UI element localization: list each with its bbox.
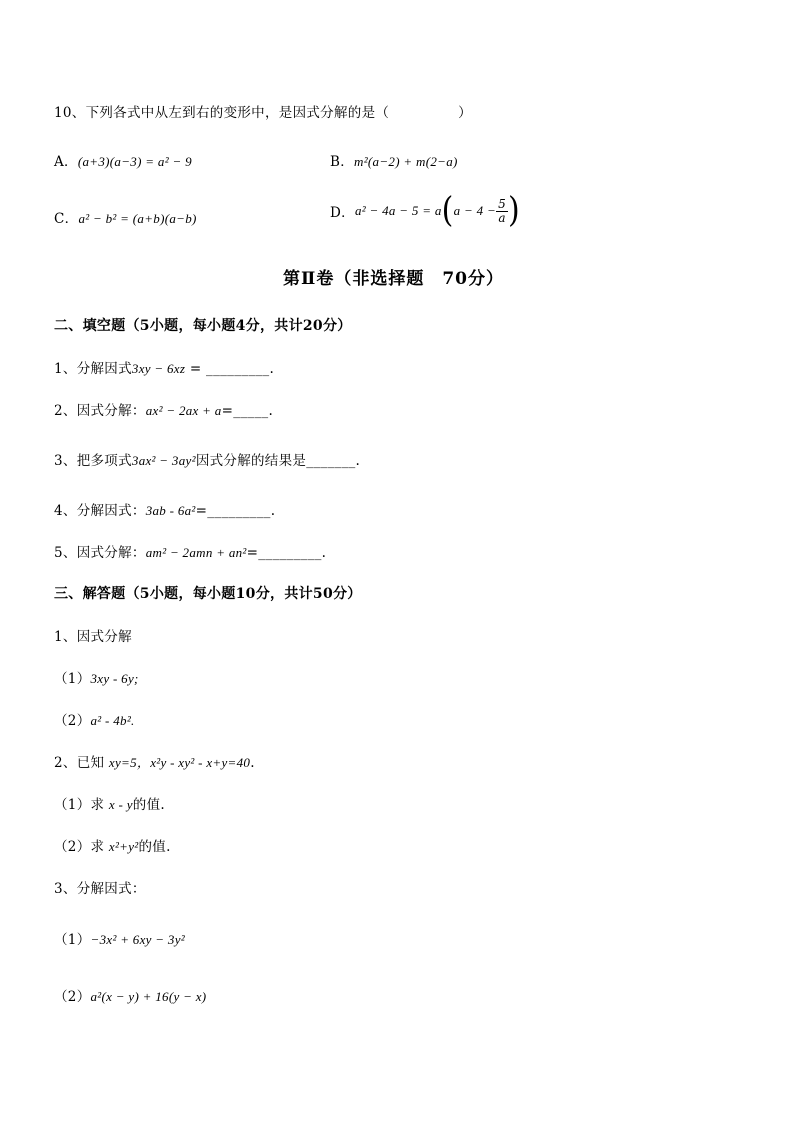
sub-question-label: （1）: [54, 932, 91, 948]
fill-item-blank: =_____.: [221, 403, 274, 419]
q10-option-c: [54, 207, 197, 227]
sub-question-label: （2）: [54, 713, 91, 729]
fill-item-blank: = _________.: [185, 361, 275, 377]
option-d-expr-left: a² − 4a − 5 = a: [354, 203, 442, 218]
sub-question-expr: x²+y²: [108, 839, 139, 854]
fill-item-prefix: 2、因式分解：: [54, 403, 146, 419]
fill-section-heading: 二、填空题（5小题，每小题4分，共计20分）: [54, 318, 352, 334]
answer-q3-title: 3、分解因式：: [54, 881, 146, 897]
answer-q3-part1: [54, 928, 185, 948]
sub-question-label: （1）求: [54, 797, 105, 813]
fill-item-expr: am² − 2amn + an²: [145, 545, 247, 560]
option-b-label: B．: [330, 154, 355, 170]
option-d-paren-close: ): [508, 190, 521, 231]
sub-question-label: （2）求: [54, 839, 105, 855]
answer-q2-part1: [54, 793, 165, 813]
q10-option-a: [54, 150, 192, 170]
fill-item-1: [54, 357, 274, 377]
fill-item-blank: =_________.: [195, 503, 276, 519]
fill-item-prefix: 4、分解因式：: [54, 503, 146, 519]
sub-question-label: （1）: [54, 671, 91, 687]
fill-item-expr: ax² − 2ax + a: [145, 403, 222, 418]
fraction-numerator: 5: [498, 196, 507, 211]
question-suffix: .: [250, 755, 255, 771]
fill-item-2: [54, 399, 273, 419]
answer-q1-title: 1、因式分解: [54, 629, 132, 645]
answer-q3-part2: [54, 985, 206, 1005]
fill-item-3: [54, 449, 360, 469]
sub-question-suffix: 的值.: [138, 839, 171, 855]
fill-item-prefix: 5、因式分解：: [54, 545, 146, 561]
answer-q2-stem: [54, 751, 255, 771]
option-d-paren-open: (: [441, 190, 454, 231]
option-d-fraction: [496, 198, 508, 225]
fill-item-expr: 3ax² − 3ay²: [131, 453, 196, 468]
answer-q1-part2: [54, 709, 135, 729]
fraction-denominator: a: [498, 210, 506, 225]
sub-question-label: （2）: [54, 989, 91, 1005]
option-d-inner: a − 4 −: [453, 203, 497, 218]
part2-title: 第Ⅱ卷（非选择题 70分）: [283, 269, 504, 289]
fill-item-blank: =_________.: [246, 545, 327, 561]
option-a-expr: (a+3)(a−3) = a² − 9: [77, 154, 192, 169]
option-d-label: D．: [330, 205, 355, 221]
sub-question-expr: a²(x − y) + 16(y − x): [90, 989, 207, 1004]
answer-section-heading: 三、解答题（5小题，每小题10分，共计50分）: [54, 586, 362, 602]
fill-item-5: [54, 541, 326, 561]
sub-question-expr: −3x² + 6xy − 3y²: [90, 932, 185, 947]
fill-item-blank: 因式分解的结果是_______.: [195, 453, 361, 469]
answer-q1-part1: [54, 667, 139, 687]
sub-question-expr: a² - 4b².: [90, 713, 135, 728]
q10-option-d: [330, 190, 521, 231]
sub-question-expr: 3xy - 6y;: [90, 671, 139, 686]
q10-stem: 10、下列各式中从左到右的变形中，是因式分解的是（ ）: [54, 105, 472, 121]
fill-item-prefix: 1、分解因式: [54, 361, 132, 377]
question-prefix: 2、已知: [54, 755, 105, 771]
answer-q2-part2: [54, 835, 171, 855]
fill-item-prefix: 3、把多项式: [54, 453, 132, 469]
sub-question-expr: x - y: [108, 797, 133, 812]
option-a-label: A．: [54, 154, 78, 170]
fill-item-expr: 3xy − 6xz: [131, 361, 186, 376]
fill-item-expr: 3ab - 6a²: [145, 503, 196, 518]
option-c-label: C．: [54, 211, 79, 227]
fill-item-4: [54, 499, 275, 519]
option-c-expr: a² − b² = (a+b)(a−b): [78, 211, 197, 226]
sub-question-suffix: 的值.: [132, 797, 165, 813]
question-expr: xy=5，x²y - xy² - x+y=40: [108, 755, 251, 770]
q10-option-b: [330, 150, 458, 170]
option-b-expr: m²(a−2) + m(2−a): [354, 154, 458, 169]
